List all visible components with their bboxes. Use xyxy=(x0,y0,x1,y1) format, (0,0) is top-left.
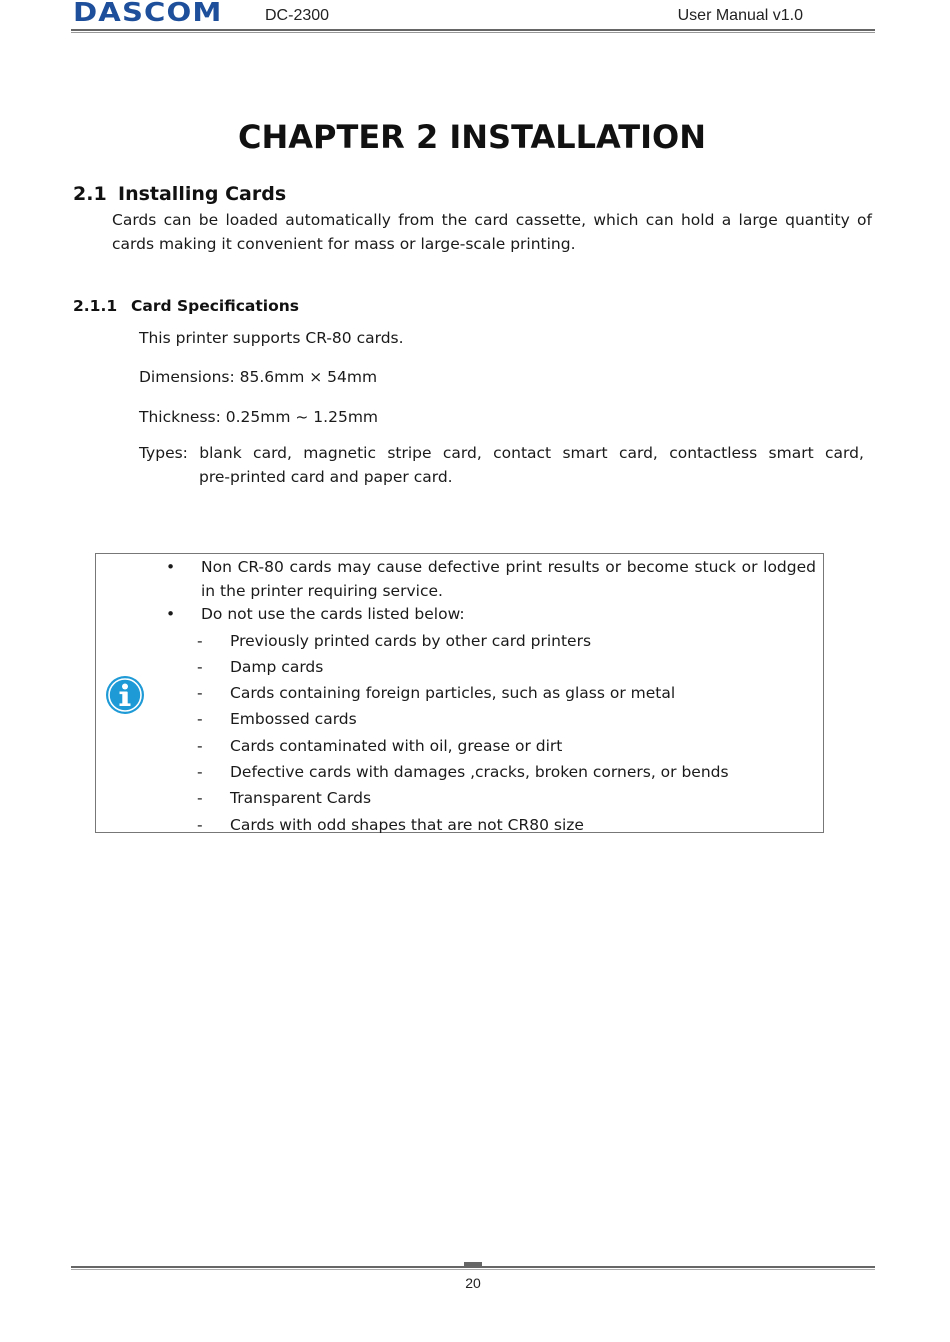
list-item-text: Cards with odd shapes that are not CR80 size xyxy=(230,815,584,834)
list-item-text: Embossed cards xyxy=(230,710,357,729)
subsection-number: 2.1.1 xyxy=(73,297,118,315)
section-number: 2.1 xyxy=(73,183,107,205)
spec-types xyxy=(139,441,864,489)
types-word: stripe xyxy=(387,444,432,462)
header-divider-thin xyxy=(71,32,875,33)
types-word: contactless xyxy=(669,444,758,462)
dash-marker: - xyxy=(197,684,203,703)
note-list xyxy=(164,556,816,838)
list-item-text: Previously printed cards by other card printers xyxy=(230,631,592,650)
types-word: smart xyxy=(768,444,814,462)
header-divider xyxy=(71,29,875,31)
dash-marker: - xyxy=(197,815,203,834)
page-number: 20 xyxy=(465,1275,481,1291)
list-item xyxy=(164,654,816,680)
list-item xyxy=(164,628,816,654)
info-icon xyxy=(105,675,145,715)
dash-marker: - xyxy=(197,789,203,808)
note-bullet-text: Non CR-80 cards may cause defective print results or become stuck or lodged in the printer requiring service. xyxy=(201,558,816,600)
types-word: magnetic xyxy=(303,444,376,462)
section-heading xyxy=(73,183,286,205)
types-word: contact xyxy=(493,444,552,462)
section-title: Installing Cards xyxy=(118,183,287,205)
list-item-text: Cards contaminated with oil, grease or dirt xyxy=(230,736,563,755)
page-header xyxy=(72,0,875,30)
note-bullet-text: Do not use the cards listed below: xyxy=(201,605,465,623)
list-item-text: Damp cards xyxy=(230,657,324,676)
types-word: Types: xyxy=(139,444,188,462)
list-item xyxy=(164,680,816,706)
list-item-text: Cards containing foreign particles, such as glass or metal xyxy=(230,684,676,703)
spec-thickness: Thickness: 0.25mm ~ 1.25mm xyxy=(139,408,379,426)
types-word: blank xyxy=(199,444,242,462)
footer-divider-thin xyxy=(71,1269,875,1270)
list-item xyxy=(164,759,816,785)
model-name: DC-2300 xyxy=(265,7,330,24)
list-item xyxy=(164,706,816,732)
types-word: smart xyxy=(562,444,608,462)
dash-marker: - xyxy=(197,736,203,755)
list-item-text: Defective cards with damages ,cracks, broken corners, or bends xyxy=(230,762,729,781)
list-item xyxy=(164,733,816,759)
bullet-marker: • xyxy=(166,558,176,576)
manual-version: User Manual v1.0 xyxy=(677,7,803,24)
spec-types-line1 xyxy=(139,441,864,465)
chapter-title: CHAPTER 2 INSTALLATION xyxy=(238,118,706,156)
types-word: card, xyxy=(825,444,864,462)
dash-marker: - xyxy=(197,710,203,729)
list-item xyxy=(164,785,816,811)
types-word: card, xyxy=(442,444,482,462)
types-word: card, xyxy=(618,444,658,462)
spec-supports: This printer supports CR-80 cards. xyxy=(139,329,404,347)
list-item-text: Transparent Cards xyxy=(230,789,372,808)
subsection-heading xyxy=(73,297,299,315)
note-box xyxy=(95,553,824,833)
spec-dimensions: Dimensions: 85.6mm × 54mm xyxy=(139,368,378,386)
section-body: Cards can be loaded automatically from the card cassette, which can hold a large quantity of cards making it convenient for mass or large-scale printing. xyxy=(112,211,872,253)
spec-types-line2: pre-printed card and paper card. xyxy=(199,468,453,486)
types-word: card, xyxy=(253,444,292,462)
dash-marker: - xyxy=(197,631,203,650)
dash-marker: - xyxy=(197,762,203,781)
list-item xyxy=(164,812,816,838)
bullet-marker: • xyxy=(166,605,176,623)
note-bullet xyxy=(164,556,816,603)
dascom-logo: DASCOM xyxy=(73,0,223,28)
dash-marker: - xyxy=(197,657,203,676)
footer-divider xyxy=(71,1266,875,1268)
note-bullet xyxy=(164,603,816,627)
subsection-title: Card Specifications xyxy=(131,297,300,315)
